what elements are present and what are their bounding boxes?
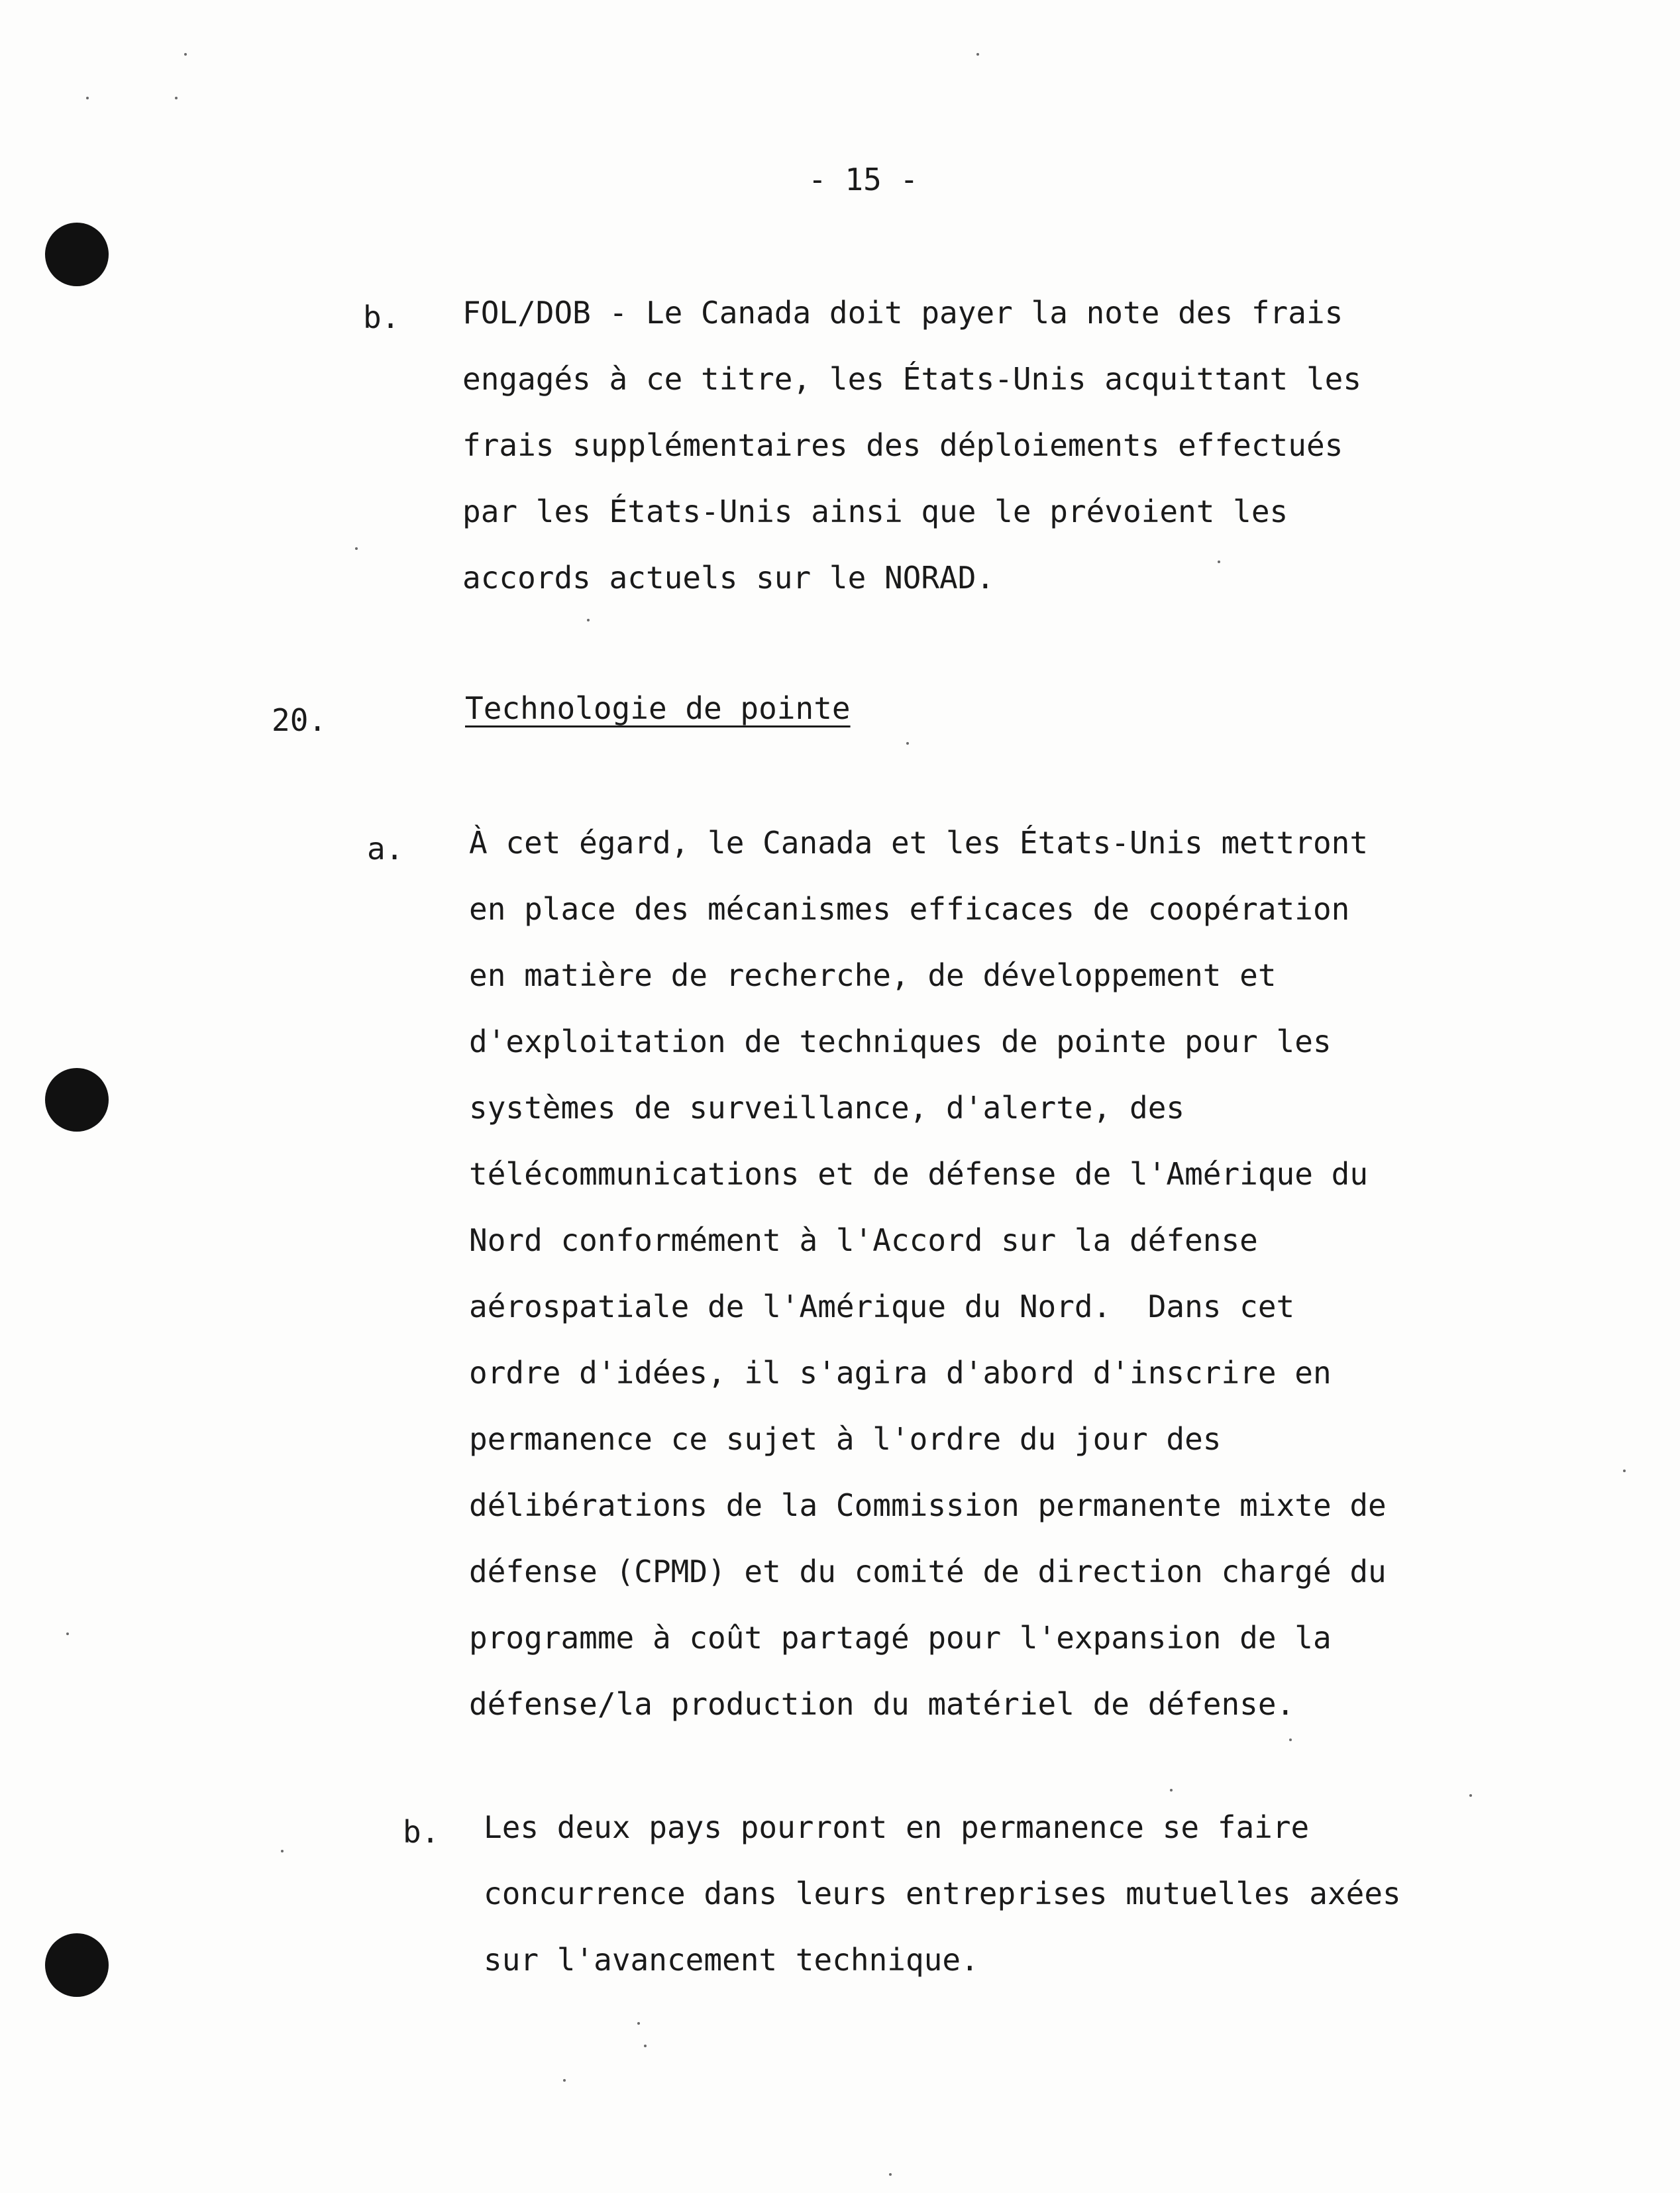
text-line: ordre d'idées, il s'agira d'abord d'inscrire en	[469, 1355, 1332, 1391]
scan-speck	[587, 619, 590, 621]
scan-speck	[906, 742, 909, 745]
scan-speck	[175, 97, 178, 99]
text-line: par les États-Unis ainsi que le prévoient les	[462, 494, 1288, 529]
text-line: d'exploitation de techniques de pointe pour les	[469, 1024, 1332, 1059]
scan-speck	[1289, 1738, 1292, 1741]
paragraph-fol-dob	[462, 280, 1361, 611]
text-line: frais supplémentaires des déploiements effectués	[462, 427, 1343, 463]
scan-speck	[66, 1632, 69, 1635]
scan-speck	[976, 53, 979, 56]
scan-speck	[281, 1850, 284, 1852]
item-marker-b: b.	[363, 299, 400, 335]
section-number: 20.	[272, 702, 327, 738]
punch-hole-bottom	[45, 1933, 109, 1997]
page-number: - 15 -	[808, 162, 919, 197]
text-line: défense (CPMD) et du comité de direction chargé du	[469, 1554, 1387, 1589]
paragraph-technologie-b	[484, 1794, 1401, 1993]
scan-speck	[1469, 1794, 1472, 1797]
scan-speck	[644, 2045, 647, 2047]
text-line: permanence ce sujet à l'ordre du jour des	[469, 1421, 1222, 1457]
text-line: systèmes de surveillance, d'alerte, des	[469, 1090, 1185, 1126]
text-line: défense/la production du matériel de défense.	[469, 1686, 1295, 1722]
item-marker-a: a.	[367, 831, 404, 867]
scan-speck	[1170, 1789, 1173, 1792]
text-line: accords actuels sur le NORAD.	[462, 560, 995, 596]
text-line: télécommunications et de défense de l'Amérique du	[469, 1156, 1369, 1192]
scan-speck	[184, 53, 187, 56]
scan-speck	[563, 2079, 566, 2082]
text-line: Nord conformément à l'Accord sur la défense	[469, 1222, 1258, 1258]
scan-speck	[1623, 1470, 1626, 1472]
text-line: aérospatiale de l'Amérique du Nord. Dans cet	[469, 1289, 1295, 1324]
punch-hole-top	[45, 223, 109, 286]
punch-hole-middle	[45, 1068, 109, 1132]
text-line: sur l'avancement technique.	[484, 1942, 979, 1978]
scan-speck	[889, 2173, 892, 2176]
item-marker-b: b.	[403, 1814, 440, 1850]
scan-speck	[637, 2022, 640, 2025]
text-line: FOL/DOB - Le Canada doit payer la note des frais	[462, 295, 1343, 331]
paragraph-technologie-a	[469, 810, 1387, 1737]
text-line: À cet égard, le Canada et les États-Unis mettront	[469, 825, 1369, 861]
text-line: concurrence dans leurs entreprises mutuelles axées	[484, 1876, 1401, 1911]
text-line: programme à coût partagé pour l'expansion de la	[469, 1620, 1332, 1656]
scan-speck	[86, 97, 89, 99]
text-line: en place des mécanismes efficaces de coopération	[469, 891, 1350, 927]
scan-speck	[355, 547, 358, 550]
section-heading: Technologie de pointe	[465, 690, 851, 726]
text-line: délibérations de la Commission permanente mixte de	[469, 1487, 1387, 1523]
text-line: Les deux pays pourront en permanence se faire	[484, 1809, 1310, 1845]
text-line: engagés à ce titre, les États-Unis acquittant les	[462, 361, 1362, 397]
text-line: en matière de recherche, de développement et	[469, 957, 1277, 993]
